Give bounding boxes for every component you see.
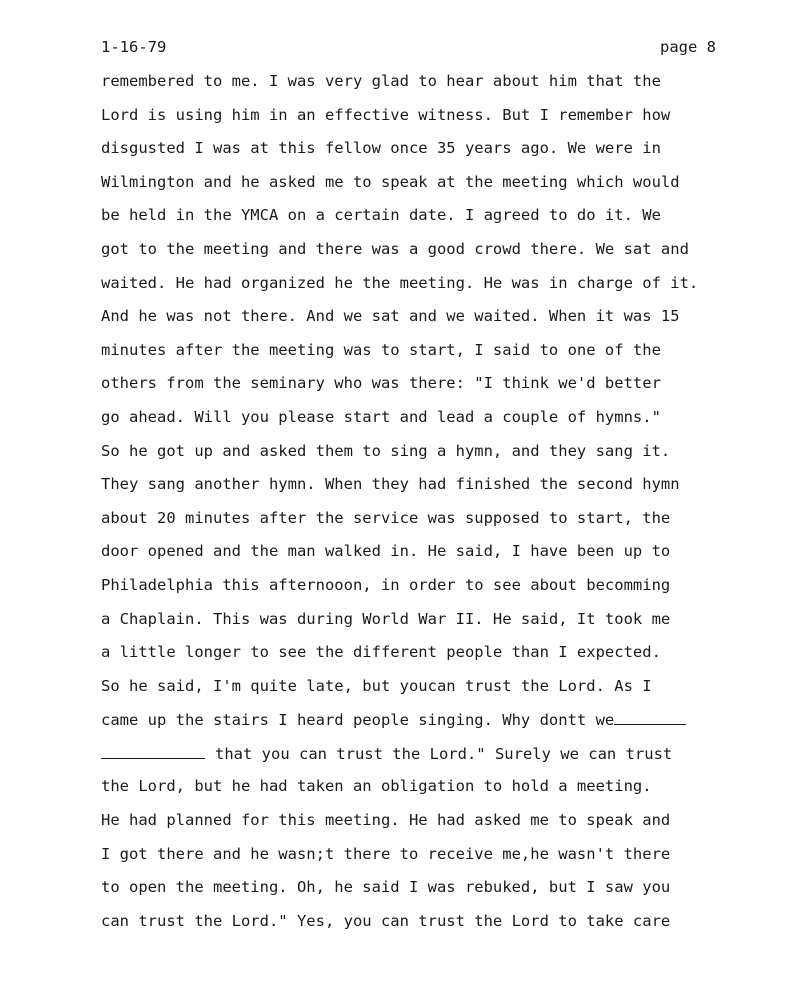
body-text	[101, 71, 791, 944]
text-line: waited. He had organized he the meeting. He was in charge of it.	[101, 273, 699, 292]
text-line: others from the seminary who was there: "I think we'd better	[101, 374, 661, 393]
page-number: page 8	[660, 38, 716, 56]
header-date: 1-16-79	[101, 38, 167, 56]
text-segment: came up the stairs I heard people singing. Why dontt we	[101, 711, 615, 730]
text-line: Philadelphia this afternooon, in order to see about becomming	[101, 575, 671, 594]
text-line: to open the meeting. Oh, he said I was rebuked, but I saw you	[101, 878, 671, 897]
text-line: about 20 minutes after the service was supposed to start, the	[101, 508, 671, 527]
text-line: a Chaplain. This was during World War II. He said, It took me	[101, 609, 671, 628]
text-line: door opened and the man walked in. He said, I have been up to	[101, 542, 671, 561]
text-line: disgusted I was at this fellow once 35 years ago. We were in	[101, 139, 661, 158]
text-line: They sang another hymn. When they had finished the second hymn	[101, 475, 680, 494]
text-line: So he got up and asked them to sing a hymn, and they sang it.	[101, 441, 671, 460]
text-line: Wilmington and he asked me to speak at the meeting which would	[101, 172, 680, 191]
text-line: And he was not there. And we sat and we waited. When it was 15	[101, 307, 680, 326]
text-line: can trust the Lord." Yes, you can trust the Lord to take care	[101, 911, 671, 930]
text-segment: that you can trust the Lord." Surely we can trust	[215, 744, 673, 763]
text-line: go ahead. Will you please start and lead a couple of hymns."	[101, 407, 661, 426]
text-line: a little longer to see the different people than I expected.	[101, 643, 661, 662]
text-line: So he said, I'm quite late, but youcan trust the Lord. As I	[101, 676, 652, 695]
text-line: Lord is using him in an effective witness. But I remember how	[101, 105, 671, 124]
text-line: the Lord, but he had taken an obligation to hold a meeting.	[101, 777, 652, 796]
text-line: minutes after the meeting was to start, I said to one of the	[101, 340, 661, 359]
text-line-with-blank	[101, 709, 791, 743]
text-line-with-blank	[101, 743, 791, 777]
fill-in-blank	[614, 709, 686, 725]
text-line: remembered to me. I was very glad to hear about him that the	[101, 72, 661, 90]
text-line: I got there and he wasn;t there to receive me,he wasn't there	[101, 844, 671, 863]
text-line: be held in the YMCA on a certain date. I agreed to do it. We	[101, 206, 661, 225]
text-line: He had planned for this meeting. He had asked me to speak and	[101, 811, 671, 830]
fill-in-blank	[101, 743, 205, 759]
text-line: got to the meeting and there was a good crowd there. We sat and	[101, 239, 689, 258]
